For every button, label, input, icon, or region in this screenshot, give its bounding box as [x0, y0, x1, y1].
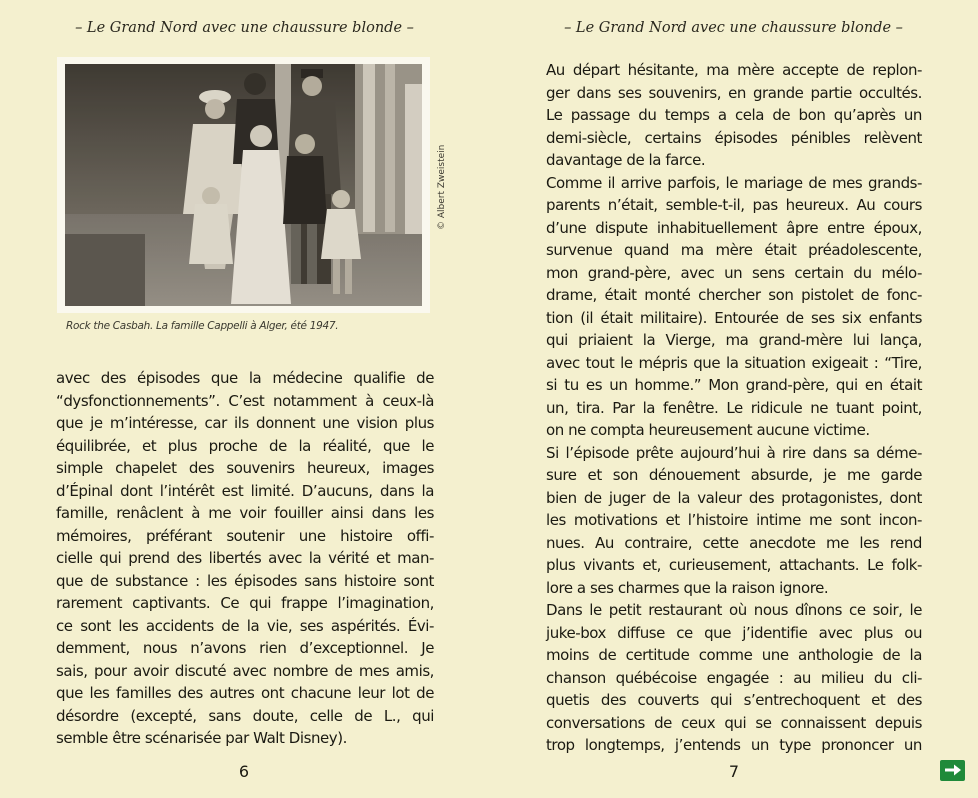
text-line: que les familles des autres ont chacune leur lot de — [56, 684, 434, 702]
right-page — [489, 0, 978, 798]
next-page-button[interactable] — [940, 760, 965, 781]
running-head-left: – Le Grand Nord avec une chaussure blonde – — [75, 20, 414, 36]
text-line: rarement captivants. Ce qui frappe l’imagination, — [56, 594, 434, 612]
text-line: désordre (excepté, sans doute, celle de L., qui — [56, 706, 434, 725]
text-line: chanson québécoise engagée : au milieu du cli- — [546, 668, 922, 687]
text-line: Comme il arrive parfois, le mariage de mes grands- — [546, 173, 922, 192]
text-line: davantage de la farce. — [546, 151, 706, 169]
text-line: sais, pour avoir discuté avec nombre de mes amis, — [56, 661, 434, 680]
text-line: conversations de ceux qui se connaissent depuis — [546, 713, 922, 732]
text-line: Dans le petit restaurant où nous dînons ce soir, le — [546, 601, 922, 619]
text-line: drame, était monté chercher son pistolet de fonc- — [546, 286, 922, 304]
page-number-right: 7 — [728, 762, 740, 781]
text-line: bien de juger de la valeur des protagonistes, dont — [546, 488, 922, 507]
text-line: d’une dispute inhabituellement âpre entre époux, — [546, 218, 922, 237]
text-line: on ne compta heureusement aucune victime. — [546, 421, 870, 439]
page-number-left: 6 — [238, 762, 250, 781]
text-line: parents n’était, semble-t-il, pas heureux. Au cours — [546, 196, 922, 214]
photo-credit: © Albert Zweistein — [437, 144, 447, 230]
text-line: demi-siècle, certains épisodes pénibles relèvent — [546, 128, 922, 147]
text-line: cielle qui prend des libertés avec la vérité et man- — [56, 549, 434, 567]
text-line: trop longtemps, j’entends un type prononcer un — [546, 736, 922, 754]
text-line: Si l’épisode prête aujourd’hui à rire dans sa déme- — [546, 443, 922, 462]
text-line: semble être scénarisée par Walt Disney). — [56, 729, 347, 747]
photo-caption: Rock the Casbah. La famille Cappelli à Alger, été 1947. — [66, 320, 339, 332]
text-line: qui priaient la Vierge, ma grand-mère lui lança, — [546, 331, 922, 349]
text-line: un, tira. Par la fenêtre. Le ridicule ne tuant point, — [546, 398, 922, 417]
text-line: ger dans ses souvenirs, en grande partie occultés. — [546, 83, 922, 102]
text-line: que de substance : les épisodes sans histoire sont — [56, 571, 434, 590]
text-line: d’Épinal dont l’intérêt est limité. D’aucuns, dans la — [56, 481, 434, 500]
text-line: mémoires, préférant soutenir une histoire offi- — [56, 526, 434, 545]
text-line: équilibrée, et plus proche de la réalité, que le — [56, 436, 434, 455]
text-line: nues. Au contraire, cette anecdote me les rend — [546, 533, 922, 552]
text-line: juke-box diffuse ce que j’identifie avec plus ou — [546, 623, 922, 642]
text-line: “dysfonctionnements”. C’est notamment à ceux-là — [56, 391, 434, 410]
text-line: Au départ hésitante, ma mère accepte de replon- — [546, 61, 922, 79]
right-page-text — [546, 59, 922, 757]
text-line: que je m’intéresse, car ils donnent une vision plus — [56, 414, 434, 432]
arrow-right-icon — [944, 761, 962, 780]
text-line: plus vivants et, curieusement, attachants. Le folk- — [546, 556, 922, 574]
text-line: famille, renâclent à me voir fouiller ainsi dans les — [56, 504, 434, 522]
text-line: les motivations et l’histoire intime me sont incon- — [546, 511, 922, 529]
text-line: ce sont les accidents de la vie, ses aspérités. Évi- — [56, 616, 434, 635]
text-line: tion (il était militaire). Entourée de ses six enfants — [546, 308, 922, 327]
text-line: survenue quand ma mère était préadolescente, — [546, 241, 922, 259]
text-line: si tu es un homme.” Mon grand-père, qui en était — [546, 376, 922, 394]
text-line: quetis des couverts qui s’entrechoquent et des — [546, 691, 922, 709]
text-line: avec des épisodes que la médecine qualifie de — [56, 369, 434, 387]
text-line: mon grand-père, avec un sens certain du mélo- — [546, 263, 922, 282]
left-page-text — [56, 367, 434, 750]
running-head-right: – Le Grand Nord avec une chaussure blonde – — [564, 20, 903, 36]
text-line: demment, nous n’avons rien d’exceptionnel. Je — [56, 639, 434, 657]
photo-frame — [57, 57, 430, 313]
text-line: moins de certitude comme une anthologie de la — [546, 646, 922, 664]
family-photo — [65, 64, 422, 306]
text-line: lore a ses charmes que la raison ignore. — [546, 578, 829, 597]
text-line: simple chapelet des souvenirs heureux, images — [56, 459, 434, 477]
text-line: Le passage du temps a cela de bon qu’après un — [546, 106, 922, 124]
text-line: avec tout le mépris que la situation exigeait : “Tire, — [546, 353, 922, 372]
text-line: sure et son dénouement absurde, je me garde — [546, 466, 922, 484]
